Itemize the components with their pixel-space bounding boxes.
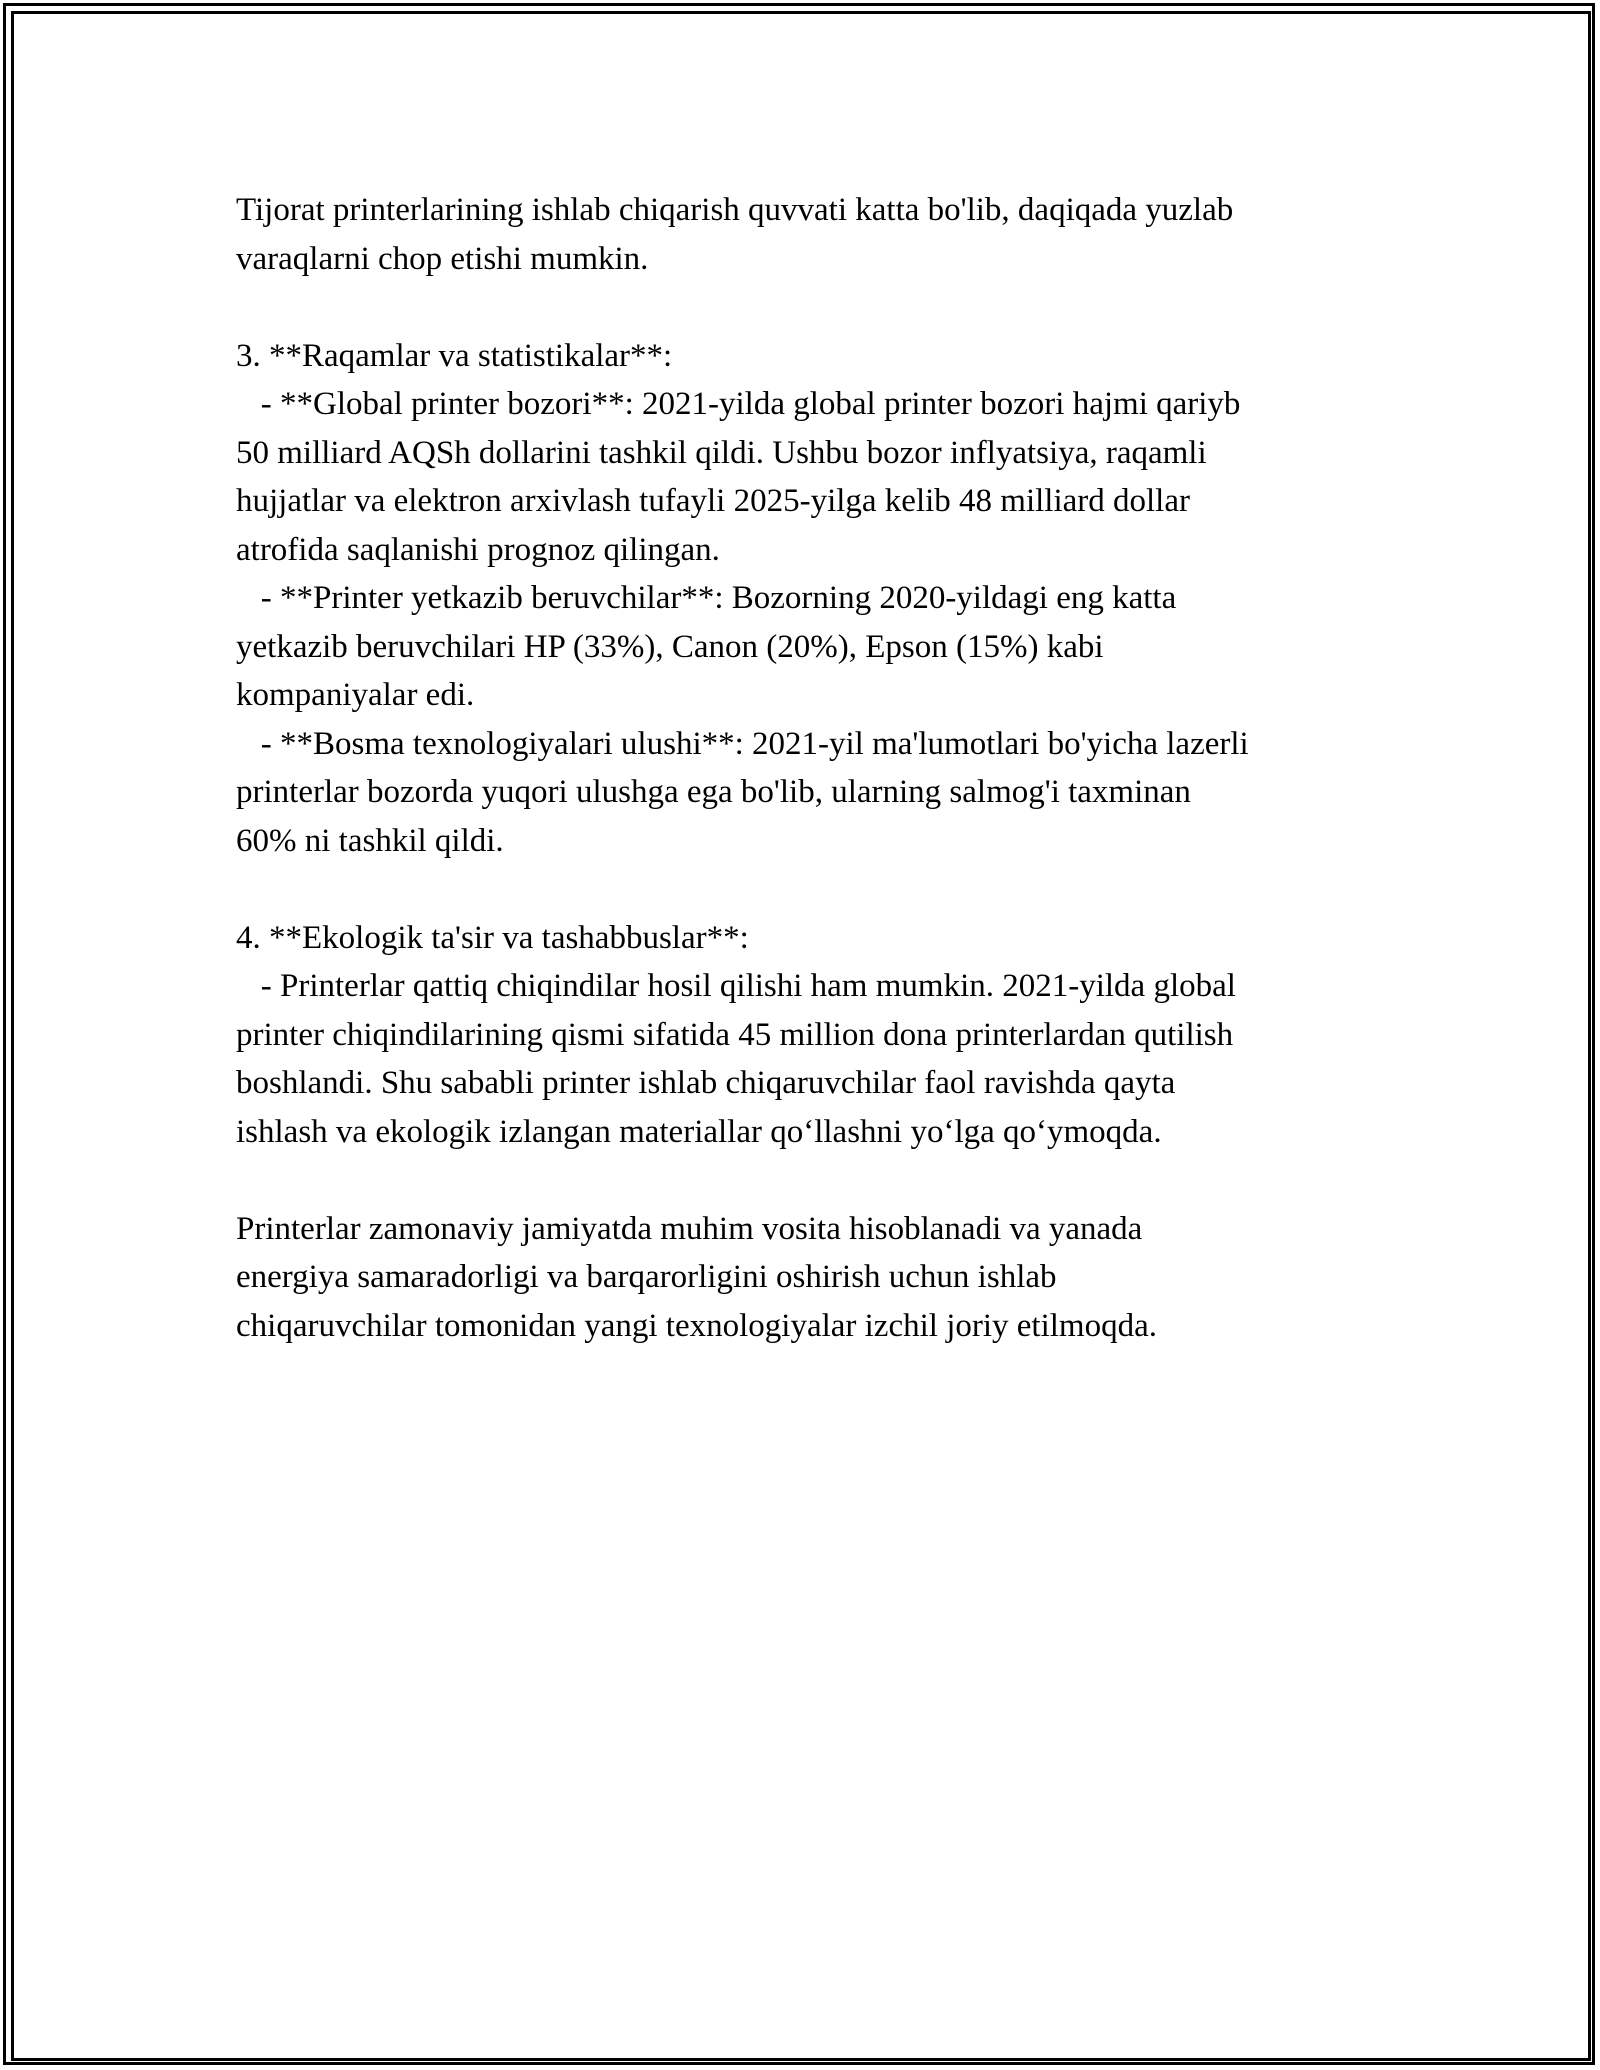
text-line: 60% ni tashkil qildi.	[236, 822, 504, 859]
section-4	[236, 914, 1376, 1157]
text-line: kompaniyalar edi.	[236, 677, 475, 713]
section-3	[236, 332, 1376, 866]
text-line: - **Printer yetkazib beruvchilar**: Bozorning 2020-yildagi eng katta	[236, 580, 1177, 616]
text-line: energiya samaradorligi va barqarorligini oshirish uchun ishlab	[236, 1259, 1057, 1295]
text-line: printer chiqindilarining qismi sifatida 45 million dona printerlardan qutilish	[236, 1016, 1234, 1053]
paragraph-spacer	[236, 283, 1376, 332]
text-line: atrofida saqlanishi prognoz qilingan.	[236, 531, 720, 568]
conclusion-paragraph	[236, 1205, 1376, 1351]
text-line: 50 milliard AQSh dollarini tashkil qildi. Ushbu bozor inflyatsiya, raqamli	[236, 434, 1207, 471]
list-item-global-printer-market	[236, 380, 1376, 574]
section-heading: 3. **Raqamlar va statistikalar**:	[236, 337, 673, 374]
list-item-print-technology-share	[236, 720, 1376, 866]
text-line: ishlash va ekologik izlangan materiallar qo‘llashni yo‘lga qo‘ymoqda.	[236, 1113, 1162, 1150]
text-line: Printerlar zamonaviy jamiyatda muhim vosita hisoblanadi va yanada	[236, 1210, 1143, 1247]
text-line: boshlandi. Shu sababli printer ishlab chiqaruvchilar faol ravishda qayta	[236, 1065, 1176, 1101]
text-line: yetkazib beruvchilari HP (33%), Canon (20%), Epson (15%) kabi	[236, 628, 1104, 665]
text-line: - Printerlar qattiq chiqindilar hosil qilishi ham mumkin. 2021-yilda global	[236, 968, 1236, 1004]
text-line: - **Bosma texnologiyalari ulushi**: 2021-yil ma'lumotlari bo'yicha lazerli	[236, 725, 1249, 762]
text-line: - **Global printer bozori**: 2021-yilda global printer bozori hajmi qariyb	[236, 386, 1241, 422]
list-item-printer-suppliers	[236, 574, 1376, 720]
text-line: hujjatlar va elektron arxivlash tufayli 2025-yilga kelib 48 milliard dollar	[236, 483, 1190, 519]
list-item-printer-waste	[236, 962, 1376, 1156]
document-body	[236, 186, 1376, 1350]
text-line: varaqlarni chop etishi mumkin.	[236, 240, 649, 277]
paragraph-spacer	[236, 1156, 1376, 1205]
intro-paragraph	[236, 186, 1376, 283]
text-line: printerlar bozorda yuqori ulushga ega bo'lib, ularning salmog'i taxminan	[236, 774, 1191, 810]
text-line: chiqaruvchilar tomonidan yangi texnologiyalar izchil joriy etilmoqda.	[236, 1307, 1157, 1344]
section-heading: 4. **Ekologik ta'sir va tashabbuslar**:	[236, 919, 749, 956]
text-line: Tijorat printerlarining ishlab chiqarish quvvati katta bo'lib, daqiqada yuzlab	[236, 192, 1234, 228]
paragraph-spacer	[236, 865, 1376, 914]
